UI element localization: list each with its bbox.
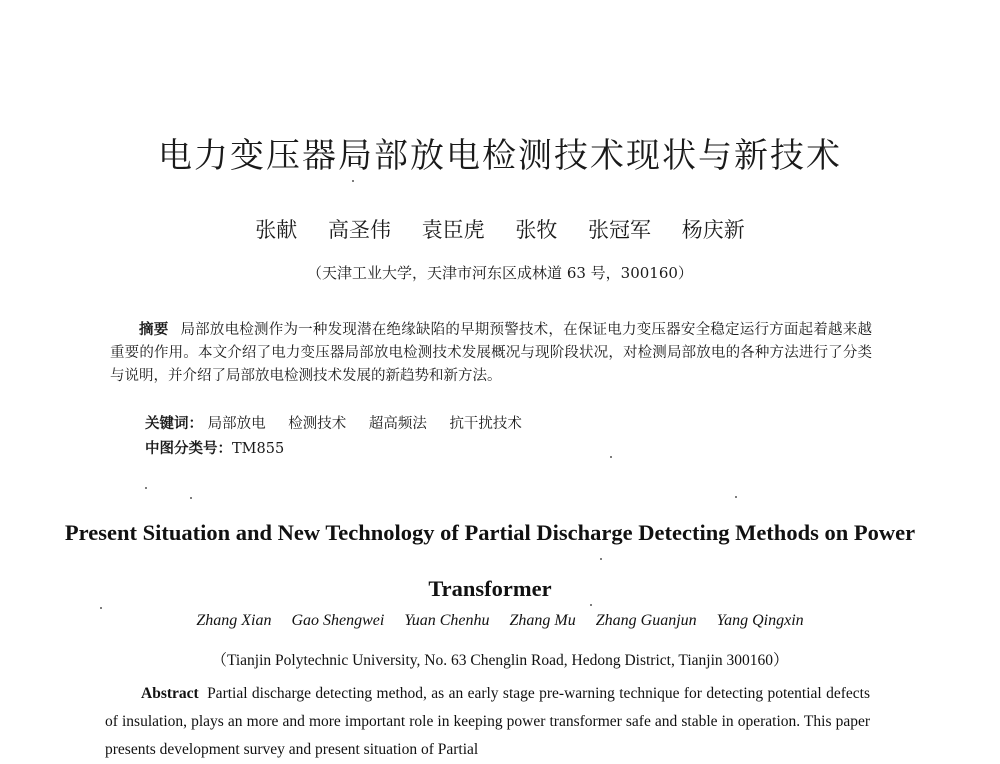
chinese-abstract-label: 摘要	[139, 321, 169, 338]
chinese-classification	[145, 438, 865, 460]
english-author: Yang Qingxin	[716, 612, 804, 629]
english-author-list	[0, 612, 1000, 630]
english-author: Zhang Mu	[509, 612, 576, 629]
english-abstract	[105, 680, 870, 764]
chinese-keywords	[145, 413, 865, 435]
keyword: 超高频法	[368, 416, 427, 432]
chinese-author: 张冠军	[588, 218, 652, 242]
english-abstract-label: Abstract	[141, 685, 199, 702]
scan-speck	[610, 456, 612, 458]
classification-value: TM855	[232, 441, 285, 457]
classification-label: 中图分类号：	[145, 440, 232, 457]
keyword: 检测技术	[288, 416, 347, 432]
chinese-author-list	[0, 214, 1000, 244]
english-author: Zhang Guanjun	[595, 612, 697, 629]
scan-speck	[600, 558, 602, 560]
chinese-author: 袁臣虎	[421, 218, 485, 242]
english-author: Zhang Xian	[196, 612, 272, 629]
scan-speck	[100, 607, 102, 609]
english-author: Gao Shengwei	[291, 612, 385, 629]
english-abstract-text: Partial discharge detecting method, as an early stage pre-warning technique for detecting potential defects of insulation, plays an more and more important role in keeping power transformer safe and stable in operation. This paper presents development survey and present situation of Partial	[105, 685, 870, 758]
english-title: Present Situation and New Technology of Partial Discharge Detecting Methods on Power Transformer	[64, 520, 916, 601]
chinese-author: 杨庆新	[681, 218, 745, 242]
scan-speck	[145, 487, 147, 489]
chinese-author: 张献	[255, 218, 298, 242]
chinese-abstract-text: 局部放电检测作为一种发现潜在绝缘缺陷的早期预警技术，在保证电力变压器安全稳定运行方面起着越来越重要的作用。本文介绍了电力变压器局部放电检测技术发展概况与现阶段状况，对检测局部放电的各种方法进行了分类与说明，并介绍了局部放电检测技术发展的新趋势和新方法。	[110, 322, 872, 384]
keyword: 抗干扰技术	[449, 416, 522, 432]
scan-speck	[352, 180, 354, 182]
chinese-author: 张牧	[515, 218, 558, 242]
english-affiliation: （Tianjin Polytechnic University, No. 63 Chenglin Road, Hedong District, Tianjin 300160）	[211, 652, 789, 669]
chinese-affiliation: （天津工业大学，天津市河东区成林道 63 号，300160）	[307, 264, 693, 282]
chinese-author: 高圣伟	[327, 218, 391, 242]
chinese-title: 电力变压器局部放电检测技术现状与新技术	[158, 136, 842, 176]
chinese-keywords-label: 关键词：	[145, 415, 203, 432]
scan-speck	[590, 604, 592, 606]
chinese-abstract	[110, 318, 872, 388]
scan-speck	[735, 496, 737, 498]
keyword: 局部放电	[207, 416, 266, 432]
scan-speck	[190, 497, 192, 499]
english-author: Yuan Chenhu	[404, 612, 490, 629]
